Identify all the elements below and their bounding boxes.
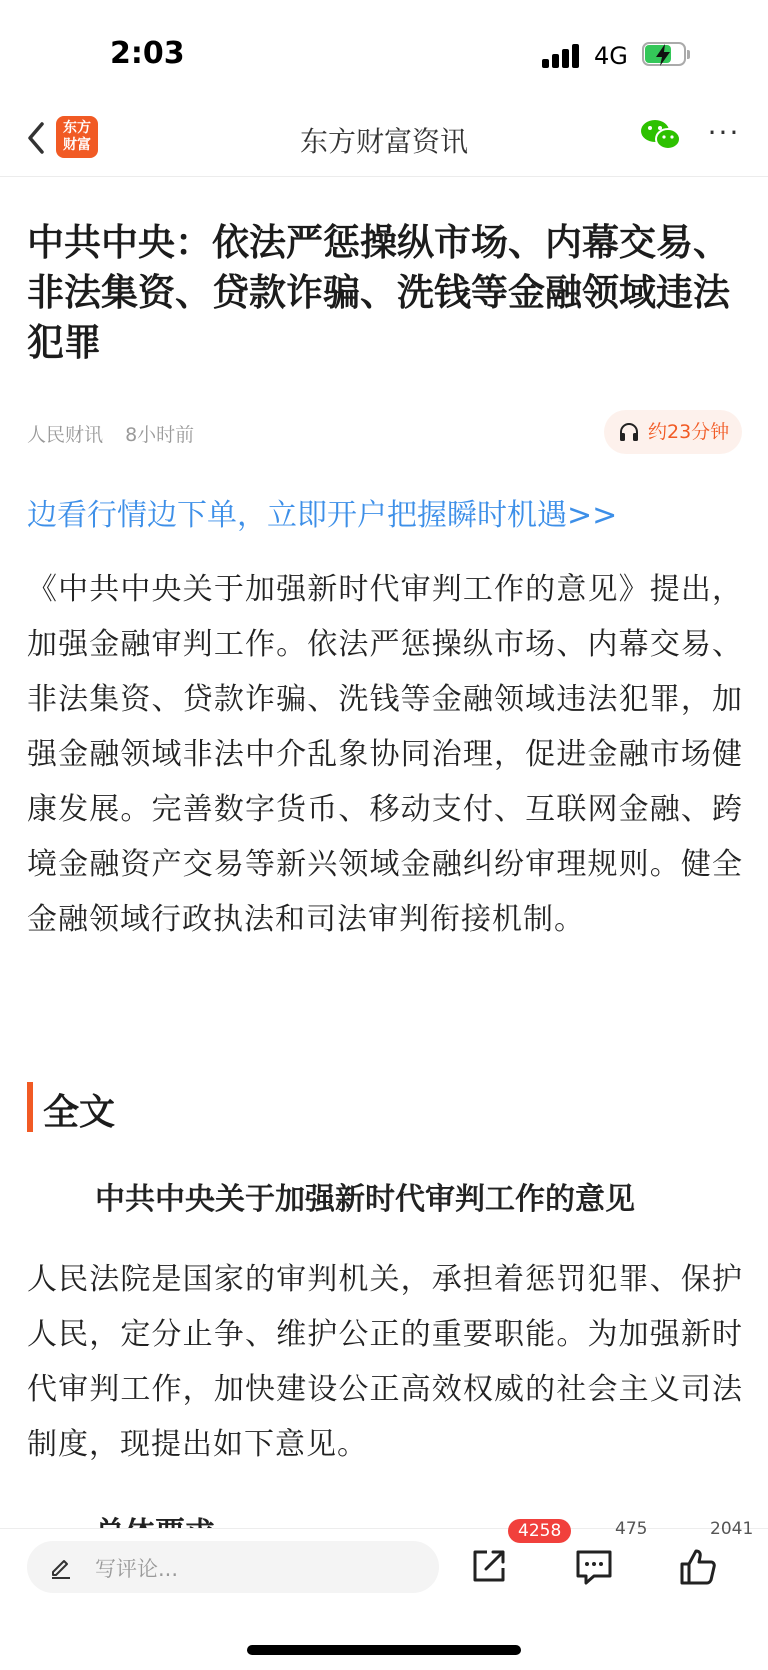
open-account-link[interactable]: 边看行情边下单，立即开户把握瞬时机遇>> (27, 498, 618, 533)
battery-charging-icon (642, 42, 690, 68)
share-icon (470, 1547, 508, 1585)
network-type: 4G (594, 42, 628, 70)
listen-duration: 约23分钟 (648, 421, 730, 443)
comment-icon (574, 1547, 614, 1587)
comment-count: 475 (615, 1519, 648, 1539)
pencil-icon (49, 1555, 73, 1579)
status-bar (0, 0, 768, 100)
page-title: 东方财富资讯 (299, 125, 468, 158)
article-meta (27, 420, 210, 447)
share-button[interactable] (470, 1547, 514, 1591)
headphones-icon (618, 421, 640, 443)
like-count: 2041 (710, 1519, 754, 1539)
article-title: 中共中央：依法严惩操纵市场、内幕交易、非法集资、贷款诈骗、洗钱等金融领域违法犯罪 (27, 221, 730, 364)
article-summary: 《中共中央关于加强新时代审判工作的意见》提出，加强金融审判工作。依法严惩操纵市场、内幕交易、非法集资、贷款诈骗、洗钱等金融领域违法犯罪，加强金融领域非法中介乱象协同治理，促进金融市场健康发展。完善数字货币、移动支付、互联网金融、跨境金融资产交易等新兴领域金融纠纷审理规则。健全金融领域行政执法和司法审判衔接机制。 (27, 572, 743, 937)
share-count-badge: 4258 (508, 1519, 571, 1543)
article-body: 人民法院是国家的审判机关，承担着惩罚犯罪、保护人民，定分止争、维护公正的重要职能。为加强新时代审判工作，加快建设公正高效权威的社会主义司法制度，现提出如下意见。 (27, 1262, 743, 1462)
nav-bar (0, 100, 768, 177)
comment-placeholder: 写评论... (95, 1557, 179, 1581)
app-logo: 东方 财富 (56, 116, 98, 158)
listen-button[interactable] (604, 410, 742, 454)
article-source: 人民财讯 (27, 424, 104, 446)
cellular-signal-icon (542, 44, 582, 68)
status-time: 2:03 (110, 36, 185, 71)
document-title: 中共中央关于加强新时代审判工作的意见 (95, 1182, 635, 1217)
section-accent-bar (27, 1082, 33, 1132)
article-time: 8小时前 (125, 424, 195, 446)
bottom-action-bar (0, 1519, 768, 1670)
home-indicator (247, 1645, 521, 1655)
wechat-share-icon[interactable] (640, 118, 682, 152)
comment-input[interactable] (27, 1541, 439, 1593)
thumbs-up-icon (678, 1547, 718, 1587)
more-options-icon[interactable]: ··· (707, 116, 741, 149)
comments-button[interactable] (574, 1547, 618, 1591)
like-button[interactable] (678, 1547, 722, 1591)
